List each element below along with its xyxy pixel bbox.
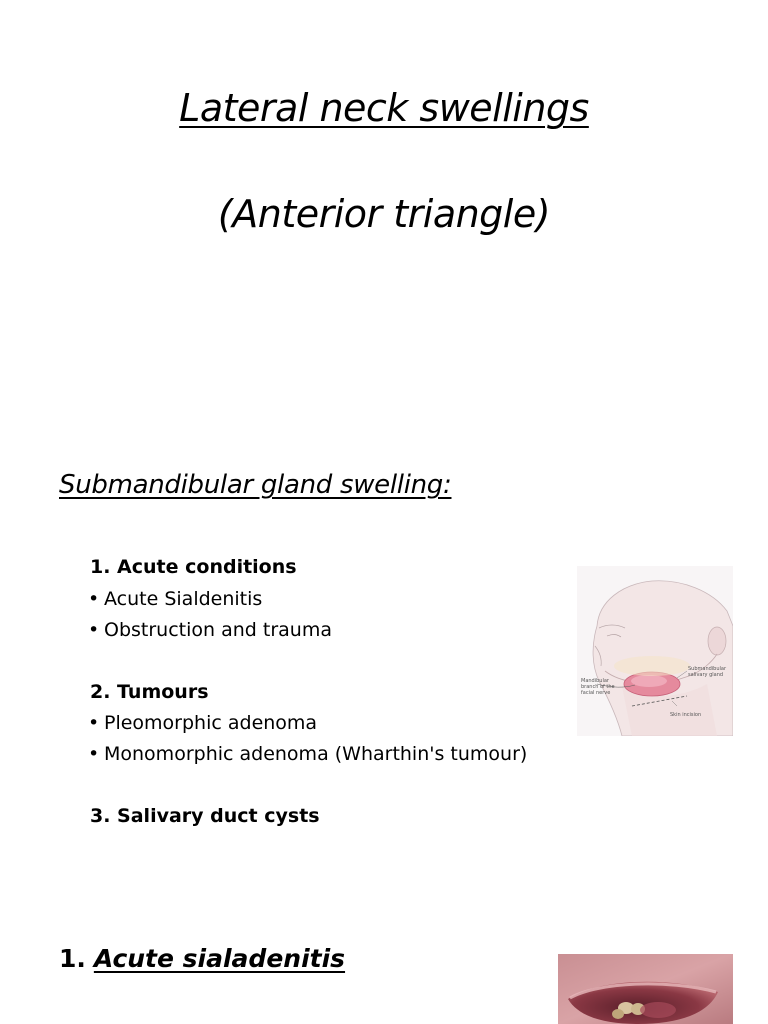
list-item <box>88 588 262 611</box>
subtitle: (Anterior triangle) <box>217 192 551 236</box>
list-item <box>88 712 317 735</box>
next-section-number: 1. <box>59 944 86 973</box>
list-item-text: Acute Sialdenitis <box>104 588 263 610</box>
label-incision: Skin incision <box>670 712 702 718</box>
mouth-photo <box>558 954 733 1024</box>
submandibular-gland-diagram <box>577 566 733 736</box>
next-section-title: Acute sialadenitis <box>93 944 346 973</box>
bullet-icon: • <box>88 743 100 765</box>
label-gland-1: Submandibular <box>688 666 727 672</box>
section-heading: Submandibular gland swelling: <box>59 470 452 500</box>
label-gland-2: salivary gland <box>688 672 724 678</box>
bullet-icon: • <box>88 712 100 734</box>
main-title: Lateral neck swellings <box>179 86 589 130</box>
list-item-text: Monomorphic adenoma (Wharthin's tumour) <box>104 743 528 765</box>
label-nerve-1: Mandibular <box>581 678 609 684</box>
list-item-text: Obstruction and trauma <box>104 619 332 641</box>
label-nerve-3: facial nerve <box>581 690 611 696</box>
list-item-text: Pleomorphic adenoma <box>104 712 318 734</box>
group-heading-acute: 1. Acute conditions <box>90 556 297 578</box>
bullet-icon: • <box>88 588 100 610</box>
label-nerve-2: branch of the <box>581 684 615 690</box>
bullet-icon: • <box>88 619 100 641</box>
group-heading-cysts: 3. Salivary duct cysts <box>90 805 320 827</box>
list-item <box>88 619 332 642</box>
next-section-heading <box>59 944 345 974</box>
group-heading-tumours: 2. Tumours <box>90 681 209 703</box>
list-item <box>88 743 527 766</box>
